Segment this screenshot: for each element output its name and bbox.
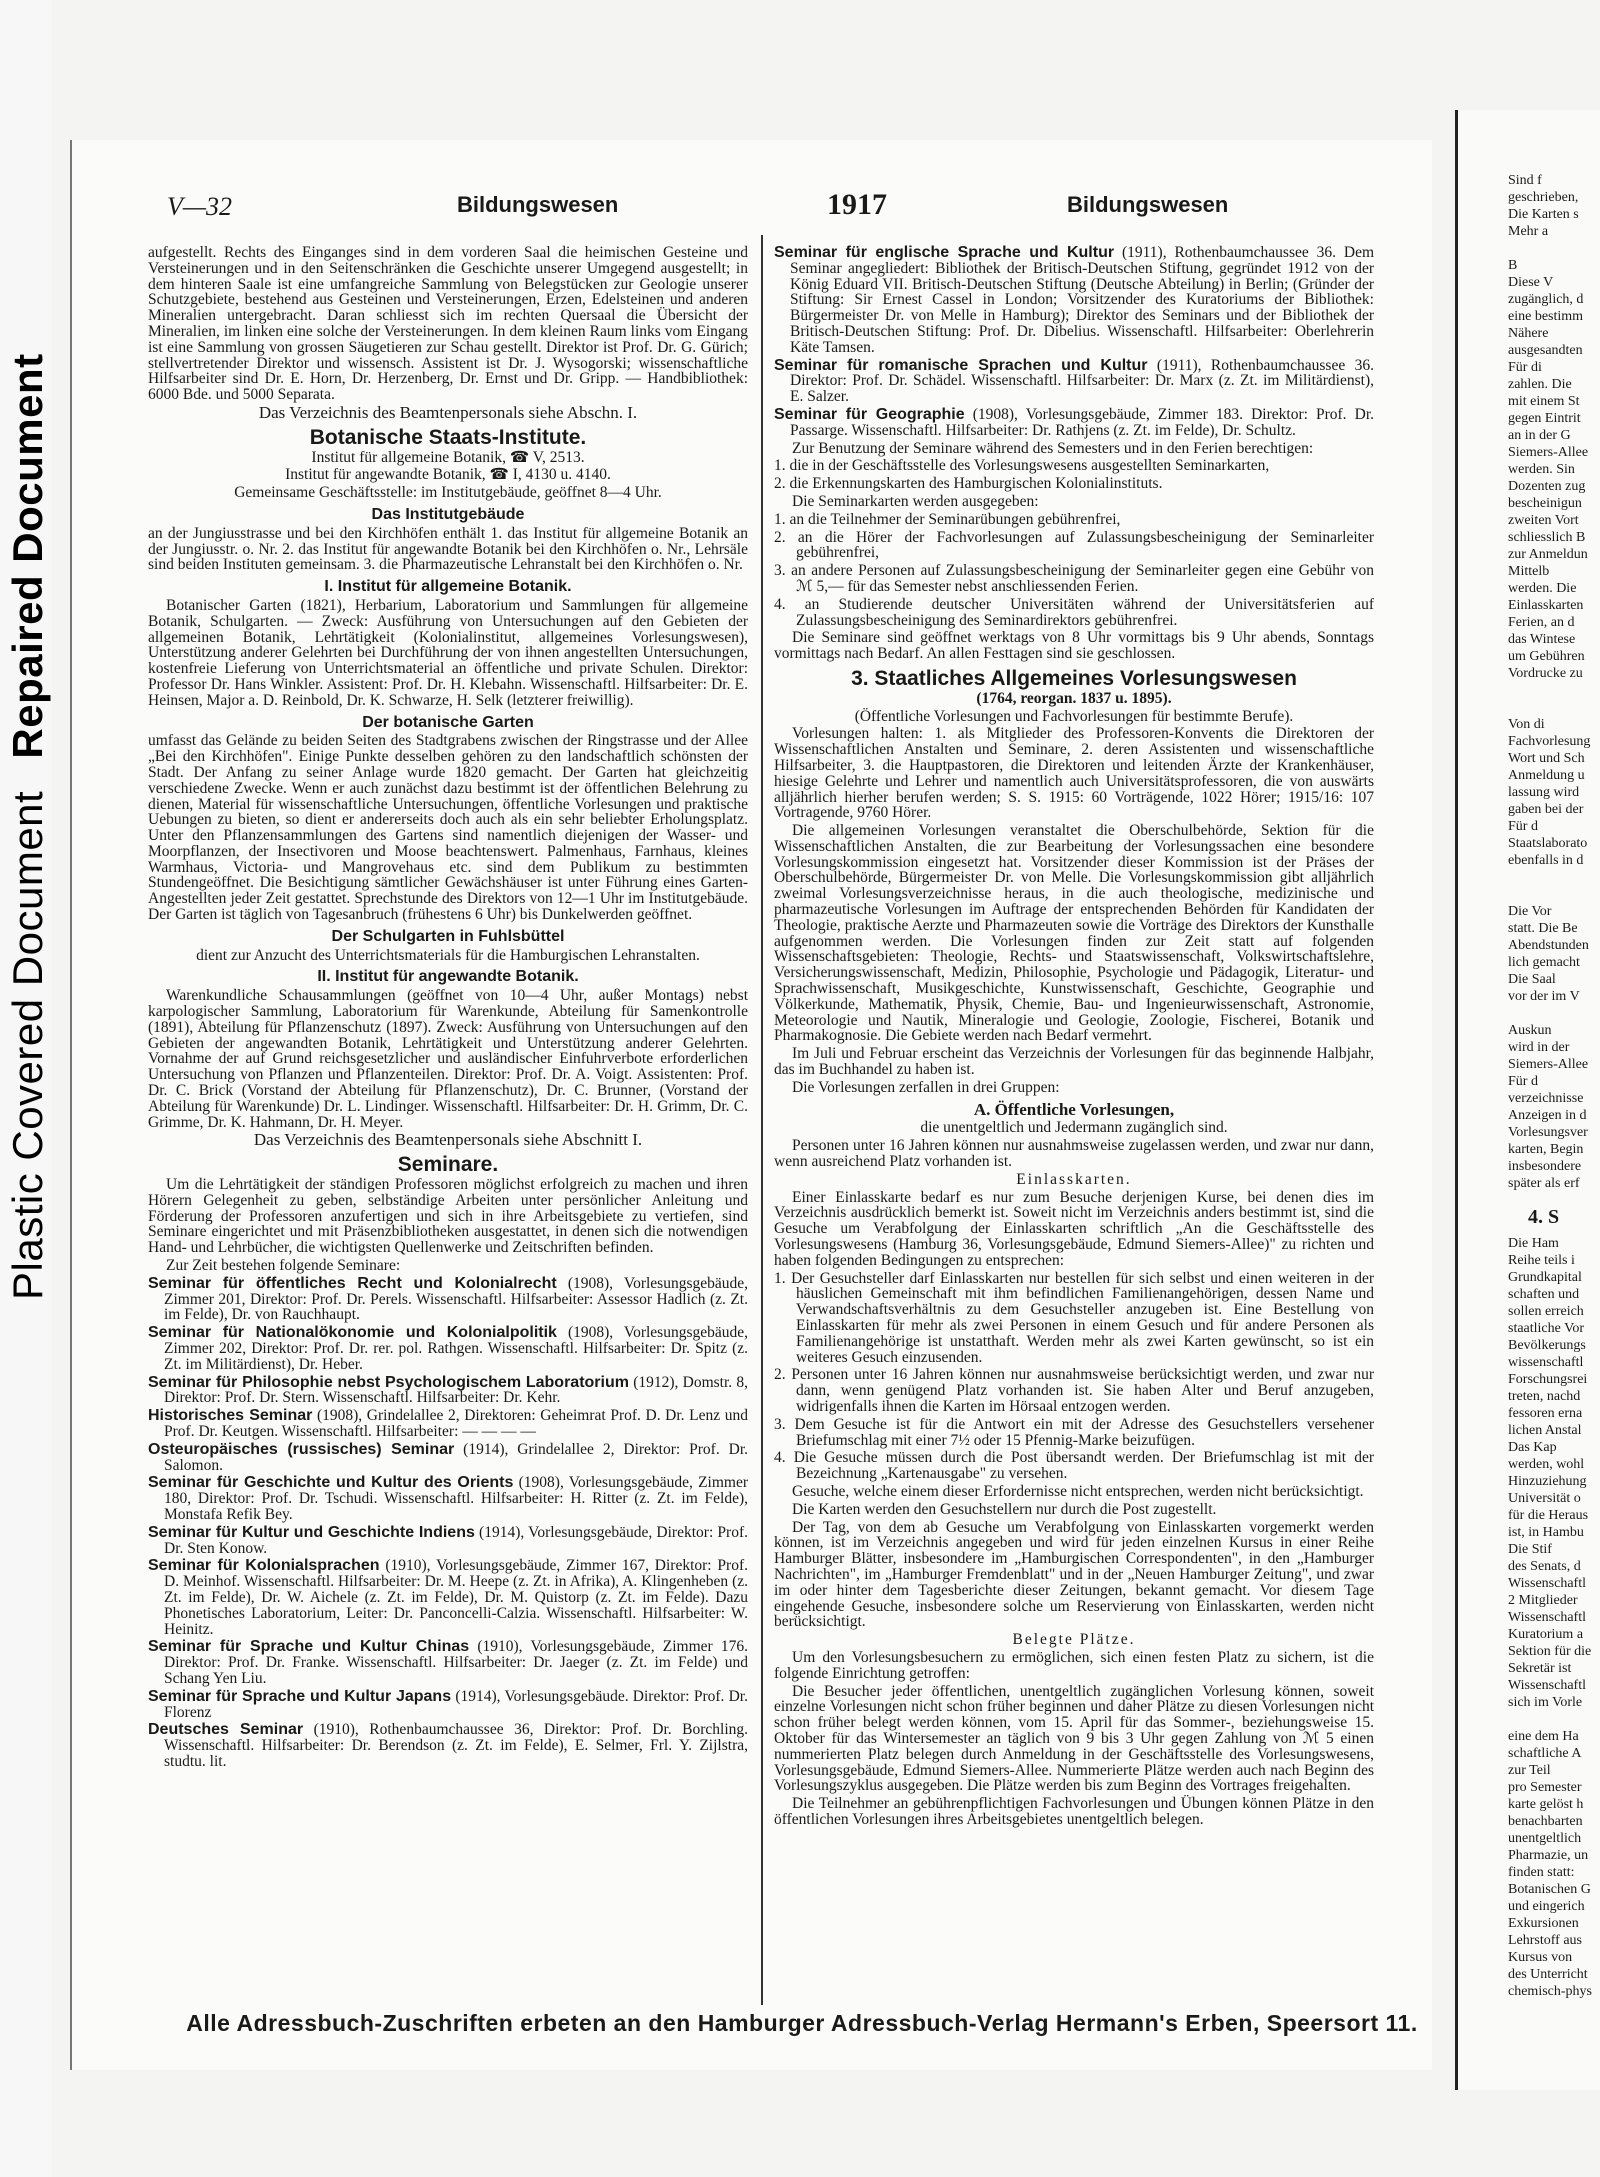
adjacent-page-line: Die Ham	[1508, 1236, 1559, 1251]
garten-text: umfasst das Gelände zu beiden Seiten des Stadtgrabens zwischen der Ringstrasse und der Allee „Bei den Kirchhöfen". Einige Punkte desselben gehören zu den landschaftlich schönsten der Stadt. Der Anfang zu seiner Anlage wurde 1820 gemacht. Der Garten hat gleichzeitig verschiedene Zwecke. Wenn er auch zunächst dazu bestimmt ist der öffentlichen Belehrung zu dienen, Material für wissenschaftliche Untersuchungen, öffentliche Vorlesungen und praktische Uebungen zu bieten, so dient er andererseits doch auch als ein sehr beliebter Erholungsplatz. Unter den Pflanzensammlungen des Gartens sind namentlich diejenigen der Wasser- und Moorpflanzen, der Insectivoren und Moose beachtenswert. Palmenhaus, Farnhaus, kleines Warmhaus, Victoria- und Mangrovehaus etc. sind dem Publikum zu bestimmten Stundengeöffnet. Die Besichtigung sämtlicher Gewächshäuser ist unter Führung eines Garten-Angestellten jeder Zeit gestattet. Sprechstunde des Direktors von 12—1 Uhr im Institutgebäude. Der Garten ist täglich von Tagesanbruch (frühestens 6 Uhr) bis Dunkelwerden geöffnet.	[148, 732, 748, 924]
adjacent-page-line: schaften und	[1508, 1287, 1580, 1302]
seminar-details: (1908), Vorlesungsgebäude, Zimmer 202, Direktor: Prof. Dr. rer. pol. Rathgen. Wissenschaftl. Hilfsarbeiter: Dr. Spitz (z. Zt. im Militärdienst), Dr. Heber.	[164, 1324, 748, 1373]
strip-label-repaired: Repaired Document	[4, 353, 51, 759]
adjacent-page-lines-bottom	[1458, 1235, 1600, 2000]
einlasskarten-text-2: Gesuche, welche einem dieser Erfordernisse nicht entsprechen, werden nicht berücksichtigt.	[792, 1482, 1364, 1500]
seminar-details: (1910), Rothenbaumchaussee 36, Direktor: Prof. Dr. Borchling. Wissenschaftl. Hilfsarbeiter: Dr. Berendson (z. Zt. im Felde), E. Selmer, Frl. Y. Zijlstra, studtu. lit.	[164, 1721, 748, 1770]
bot-line-2: Institut für angewandte Botanik, ☎ I, 4130 u. 4140.	[285, 466, 611, 484]
adjacent-page-line: zahlen. Die	[1508, 377, 1572, 392]
seminar-entry	[148, 1475, 748, 1522]
adjacent-page-line: Die Karten s	[1508, 207, 1579, 222]
adjacent-page-line: Botanischen G	[1508, 1882, 1591, 1897]
schulgarten-text: dient zur Anzucht des Unterrichtsmaterials für die Hamburgischen Lehranstalten.	[196, 946, 700, 964]
running-title-right: Bildungswesen	[1067, 192, 1229, 217]
adjacent-page-line: Die Stif	[1508, 1542, 1552, 1557]
adjacent-page-line: Forschungsrei	[1508, 1372, 1588, 1387]
adjacent-page-line: statt. Die Be	[1508, 921, 1578, 936]
heading-institutgebaeude: Das Institutgebäude	[371, 505, 525, 523]
adjacent-page-line: Nähere	[1508, 326, 1549, 341]
adjacent-page-line: Anzeigen in d	[1508, 1108, 1587, 1123]
adjacent-page-line: Kuratorium a	[1508, 1627, 1584, 1642]
adjacent-page-line: schliesslich B	[1508, 530, 1586, 545]
adjacent-page-line: werden. Die	[1508, 581, 1577, 596]
adjacent-page-line: des Senats, d	[1508, 1559, 1581, 1574]
adjacent-page-line: des Unterricht	[1508, 1967, 1588, 1982]
adjacent-page-line: Einlasskarten	[1508, 598, 1584, 613]
adjacent-page-line: gegen Eintrit	[1508, 411, 1581, 426]
adjacent-page-line: treten, nachd	[1508, 1389, 1581, 1404]
adjacent-page-line	[1508, 1711, 1600, 1728]
adjacent-page-line: ausgesandten	[1508, 343, 1583, 358]
seminar-entry	[148, 1558, 748, 1637]
adjacent-page-line: eine dem Ha	[1508, 1729, 1579, 1744]
seminar-name: Seminar für Geographie	[774, 405, 965, 423]
column-divider	[761, 235, 763, 2005]
adjacent-page-line: ebenfalls in d	[1508, 853, 1584, 868]
adjacent-page-line	[1508, 240, 1600, 257]
adjacent-page-line: sich im Vorle	[1508, 1695, 1583, 1710]
institut-allgemeine-text: Botanischer Garten (1821), Herbarium, Laboratorium und Sammlungen für allgemeine Botanik, Schulgarten. — Zweck: Ausführung von Untersuchungen auf den Gebieten der allgemeinen Botanik, Lehrtätigkeit (Kolonialinstitut, allgemeines Vorlesungswesen), Unterstützung anderer Gelehrten bei Durchführung der von ihnen angestellten Untersuchungen, kostenfreie Lieferung von Unterrichtsmaterial an öffentliche und private Schulen. Direktor: Professor Dr. Hans Winkler. Assistent: Prof. Dr. H. Klebahn. Wissenschaftl. Hilfsarbeiter: Dr. E. Heinsen, Major a. D. Reinbold, Dr. K. Schwarze, H. Selk (letzterer freiwillig).	[148, 596, 748, 709]
heading-institut-angewandte-botanik: II. Institut für angewandte Botanik.	[317, 968, 579, 986]
adjacent-page-line: mit einem St	[1508, 394, 1580, 409]
adjacent-page-line: Siemers-Allee	[1508, 1057, 1589, 1072]
seminar-name: Seminar für Philosophie nebst Psychologischem Laboratorium	[148, 1373, 629, 1391]
strip-label	[4, 333, 52, 1300]
seminar-name: Seminar für Kolonialsprachen	[148, 1557, 380, 1575]
seminar-entry	[148, 1722, 748, 1769]
list-item: 3. Dem Gesuche ist für die Antwort ein mit der Adresse des Gesuchstellers versehener Briefumschlag mit einer 7½ oder 15 Pfennig-Marke beizufügen.	[774, 1415, 1374, 1449]
adjacent-page-line: um Gebühren	[1508, 649, 1585, 664]
adjacent-page-line: Ferien, an d	[1508, 615, 1575, 630]
vorlesungen-paragraph-4: Die Vorlesungen zerfallen in drei Gruppen:	[792, 1078, 1060, 1096]
heading-oeffentliche-vorlesungen: A. Öffentliche Vorlesungen,	[973, 1099, 1175, 1119]
adjacent-page-line: Pharmazie, un	[1508, 1848, 1589, 1863]
seminar-entry	[148, 1689, 748, 1721]
adjacent-page-line: Das Kap	[1508, 1440, 1557, 1455]
heading-einlasskarten: Einlasskarten.	[1016, 1170, 1132, 1188]
seminar-entry	[148, 1375, 748, 1407]
adjacent-page-line: Wissenschaftl	[1508, 1678, 1586, 1693]
intro-paragraph: aufgestellt. Rechts des Einganges sind in dem vorderen Saal die heimischen Gesteine und Versteinerungen und in den Seitenschränken die Geschichte unserer Umgegend ausgestellt; in dem hinteren Saale ist eine umfangreiche Sammlung von Belegstücken zur Geologie unserer Schutzgebiete, bestehend aus Gesteinen und Versteinerungen, Erzen, Edelsteinen und anderen Mineralien untergebracht. Daran schliesst sich im rechten Quersaal die Übersicht der Mineralien, im linken eine solche der Versteinerungen. In dem kleinen Raum links vom Eingang ist eine Sammlung von grossen Säugetieren zur Schau gestellt. Direktor ist Prof. Dr. G. Gürich; stellvertretender Direktor und wissensch. Assistent ist Dr. J. Wysogorski; wissenschaftliche Hilfsarbeiter sind Dr. E. Horn, Dr. Herzenberg, Dr. Ernst und Dr. Gripp. — Handbibliothek: 6000 Bde. und 5000 Separata.	[148, 245, 748, 404]
belegte-plaetze-text-2: Die Besucher jeder öffentlichen, unentgeltlich zugänglichen Vorlesung können, soweit einzelne Vorlesungen nicht schon früher beginnen und daher Plätze zu diesen Vorlesungen nicht schon früher belegt werden können, vom 15. April für das Sommer-, beziehungsweise 15. Oktober für das Wintersemester an täglich von 9 bis 3 Uhr gegen Zahlung von ℳ 5 einen nummerierten Platz belegen durch Anmeldung in der Geschäftsstelle des Vorlesungswesens, Vorlesungsgebäude, Edmund Siemers-Allee. Nummerierte Plätze werden auch nach Beginn des Vorlesungszyklus ausgegeben. Die Plätze werden bis zum Beginn des Vortrages freigehalten.	[774, 1682, 1374, 1795]
adjacent-page-line: insbesondere	[1508, 1159, 1582, 1174]
adjacent-page-line: Für d	[1508, 819, 1538, 834]
adjacent-page-line	[1508, 682, 1600, 699]
seminar-entry	[148, 1408, 748, 1440]
list-item: 4. Die Gesuche müssen durch die Post übersandt werden. Der Briefumschlag ist mit der Bezeichnung „Kartenausgabe" zu versehen.	[774, 1449, 1374, 1483]
seminar-entry	[148, 1442, 748, 1474]
adjacent-page-line: Die Saal	[1508, 972, 1556, 987]
belegte-plaetze-text-3: Die Teilnehmer an gebührenpflichtigen Fachvorlesungen und Übungen können Plätze in den öffentlichen Vorlesungen ihres Arbeitsgebietes unentgeltlich belegen.	[774, 1795, 1374, 1828]
heading-belegte-plaetze: Belegte Plätze.	[1012, 1631, 1136, 1649]
adjacent-page-line: zugänglich, d	[1508, 292, 1584, 307]
adjacent-page-line: wissenschaftl	[1508, 1355, 1584, 1370]
seminar-details: (1910), Vorlesungsgebäude, Zimmer 167, Direktor: Prof. D. Meinhof. Wissenschaftl. Hilfsarbeiter: Dr. M. Heepe (z. Zt. in Afrika), A. Klingenheben (z. Zt. im Felde), Dr. W. Aichele (z. Zt. im Felde), Dr. M. Quistorp (z. Zt. im Felde). Dazu Phonetisches Laboratorium, Leiter: Dr. Panconcelli-Calzia. Wissenschaftl. Hilfsarbeiter: W. Heinitz.	[164, 1557, 748, 1638]
karten-lead: Die Seminarkarten werden ausgegeben:	[792, 492, 1039, 510]
heading-botanischer-garten: Der botanische Garten	[362, 713, 534, 731]
adjacent-page-line: Grundkapital	[1508, 1270, 1582, 1285]
list-item: 2. Personen unter 16 Jahren können nur ausnahmsweise berücksichtigt werden, und zwar nur dann, wenn genügend Platz vorhanden ist. Sie haben Alter und Beruf anzugeben, widrigenfalls ihnen die Karten im Hörsaal entzogen werden.	[774, 1366, 1374, 1415]
adjacent-page-line: das Wintese	[1508, 632, 1576, 647]
vorlesungen-paragraph-1: Vorlesungen halten: 1. als Mitglieder des Professoren-Konvents die Direktoren der Wissenschaftlichen Anstalten und Seminare, 2. deren Assistenten und wissenschaftliche Hilfsarbeiter, 3. die Hauptpastoren, die Direktoren und leitenden Ärzte der Krankenhäuser, hiesige Gelehrte und Lehrer und namentlich auch Universitätsprofessoren, die von auswärts alljährlich hierher berufen werden; S. S. 1915: 60 Vorträgende, 1022 Hörer; 1915/16: 107 Vortragende, 9760 Hörer.	[774, 725, 1374, 822]
section-botanische-institute: Botanische Staats-Institute.	[309, 425, 587, 449]
adjacent-page-line: werden, wohl	[1508, 1457, 1585, 1472]
seminar-details: (1908), Vorlesungsgebäude, Zimmer 201, Direktor: Prof. Dr. Perels. Wissenschaftl. Hilfsarbeiter: Assessor Hadlich (z. Zt. im Felde), Dr. von Rauchhaupt.	[164, 1274, 748, 1324]
seminar-details: (1908), Vorlesungsgebäude, Zimmer 183. Direktor: Prof. Dr. Passarge. Wissenschaftl. Hilfsarbeiter: Dr. Rathjens (z. Zt. im Felde), Dr. Schultz.	[790, 405, 1374, 439]
seminar-entry	[148, 1325, 748, 1372]
adjacent-page-line: chemisch-phys	[1508, 1984, 1592, 1999]
vorlesungswesen-years: (1764, reorgan. 1837 u. 1895).	[976, 689, 1172, 707]
adjacent-page-line: Sekretär ist	[1508, 1661, 1572, 1676]
adjacent-page-line: zur Anmeldun	[1508, 547, 1588, 562]
einlasskarten-text-3: Die Karten werden den Gesuchstellern nur durch die Post zugestellt.	[792, 1500, 1217, 1518]
adjacent-page-line: ist, in Hambu	[1508, 1525, 1584, 1540]
seminar-entry	[148, 1525, 748, 1557]
adjacent-page-line: Mittelb	[1508, 564, 1550, 579]
seminar-details: (1911), Rothenbaumchaussee 36. Dem Seminar angegliedert: Bibliothek der Britisch-Deutschen Stiftung, gegründet 1912 von der König Eduard VII. Britisch-Deutschen Stiftung (Deutsche Abteilung) in Berlin; (Gründer der Stiftung: Sir Ernest Cassel in London; Vorsitzender des Kuratoriums der Bibliothek: Bürgermeister Dr. von Melle in Hamburg); Direktor des Seminars und der Bibliothek der Britisch-Deutschen Stiftung: Prof. Dr. Dibelius. Wissenschaftl. Hilfsarbeiter: Oberlehrerin Käte Tamsen.	[790, 245, 1374, 356]
adjacent-page-line: Siemers-Allee	[1508, 445, 1589, 460]
page-header	[167, 188, 1382, 228]
adjacent-page-line: Hinzuziehung	[1508, 1474, 1587, 1489]
adjacent-page-line: Sind f	[1508, 173, 1542, 188]
binding-strip	[0, 0, 52, 2177]
seminar-entry	[774, 407, 1374, 439]
adjacent-page-line: verzeichnisse	[1508, 1091, 1584, 1106]
seminare-intro: Um die Lehrtätigkeit der ständigen Professoren möglichst erfolgreich zu machen und ihren Hörern Gelegenheit zu geben, selbständige Arbeiten unter persönlicher Anleitung und Förderung der Professoren anzufertigen und sich in ihre Arbeitsgebiete zu vertiefen, sind Seminare eingerichtet und mit Präsenzbibliotheken ausgestattet, in denen sich die notwendigen Hand- und Lehrbücher, die wichtigsten Quellenwerke und Zeitschriften befinden.	[148, 1176, 748, 1257]
adjacent-page-line: sollen erreich	[1508, 1304, 1584, 1319]
adjacent-page-line: Mehr a	[1508, 224, 1549, 239]
adjacent-page-line: Für di	[1508, 360, 1542, 375]
vorlesungswesen-subtitle: (Öffentliche Vorlesungen und Fachvorlesungen für bestimmte Berufe).	[854, 707, 1294, 725]
section-vorlesungswesen: 3. Staatliches Allgemeines Vorlesungswesen	[851, 666, 1297, 690]
adjacent-page-line	[1508, 869, 1600, 886]
adjacent-page-line: später als erf	[1508, 1176, 1580, 1191]
adjacent-page-fragment	[1455, 110, 1600, 2090]
seminar-name: Seminar für romanische Sprachen und Kultur	[774, 356, 1148, 374]
adjacent-page-line: B	[1508, 258, 1518, 273]
institutgebaeude-text: an der Jungiusstrasse und bei den Kirchhöfen enthält 1. das Institut für allgemeine Botanik an der Jungiusstr. o. Nr. 2. das Institut für angewandte Botanik bei den Kirchhöfen o. Nr., Lehrsäle sind beiden Instituten gemeinsam. 3. die Pharmazeutische Lehranstalt bei den Kirchhöfen o. Nr.	[148, 524, 748, 574]
seminar-name: Seminar für Geschichte und Kultur des Orients	[148, 1474, 514, 1492]
adjacent-page-line: Auskun	[1508, 1023, 1552, 1038]
vorlesungen-paragraph-2: Die allgemeinen Vorlesungen veranstaltet die Oberschulbehörde, Sektion für die Wissenschaftlichen Anstalten, die zur Bearbeitung der Vorlesungssachen eine besondere Vorlesungskommission eingesetzt hat. Vorsitzender dieser Kommission ist der Präses der Oberschulbehörde, Bürgermeister Dr. von Melle. Die Vorlesungskommission gibt alljährlich zweimal Vorlesungsverzeichnisse heraus, in die auch theologische, medizinische und pharmazeutische Vorlesungen im Auftrage der entsprechenden Behörden für Kandidaten der Theologie, praktische Aerzte und Pharmazeuten sowie die Vorträge des Direktors der Kunsthalle aufgenommen werden. Die Vorlesungen finden zur Zeit statt auf folgenden Wissenschaftsgebieten: Theologie, Rechts- und Staatswissenschaft, Volkswirtschaftslehre, Versicherungswissenschaft, Medizin, Philosophie, Psychologie und Pädagogik, Literatur- und Sprachwissenschaft, Musikgeschichte, Kunstwissenschaft, Geschichte, Geographie und Völkerkunde, Mathematik, Physik, Chemie, Bau- und Ingenieurwissenschaft, Astronomie, Meteorologie und Nautik, Mineralogie und Geologie, Zoologie, Fischerei, Botanik und Pharmakognosie. Die Gebiete werden nach Bedarf vermehrt.	[774, 822, 1374, 1045]
belegte-plaetze-text-1: Um den Vorlesungsbesuchern zu ermöglichen, sich einen festen Platz zu sichern, ist die folgende Einrichtung getroffen:	[774, 1648, 1374, 1682]
adjacent-page-line: karte gelöst h	[1508, 1797, 1584, 1812]
seminar-entry	[774, 245, 1374, 356]
adjacent-page-line: Dozenten zug	[1508, 479, 1586, 494]
einlasskarten-text-1: Einer Einlasskarte bedarf es nur zum Besuche derjenigen Kurse, bei denen dies im Verzeichnis ausdrücklich bemerkt ist. Soweit nicht im Verzeichnis anders bestimmt ist, sind die Gesuche um Verabfolgung der Einlasskarten schriftlich „An die Geschäftsstelle des Vorlesungswesens (Hamburg 36, Vorlesungsgebäude, Edmund Siemers-Allee)" zu richten und haben folgenden Bedingungen zu entsprechen:	[774, 1188, 1374, 1269]
seminar-name: Deutsches Seminar	[148, 1721, 304, 1739]
adjacent-page-line: Kursus von	[1508, 1950, 1573, 1965]
list-item: 3. an andere Personen auf Zulassungsbescheinigung der Seminarleiter gegen eine Gebühr von ℳ 5,— für das Semester nebst anschliessenden Ferien.	[774, 562, 1374, 595]
adjacent-page-line: Wissenschaftl	[1508, 1576, 1586, 1591]
adjacent-page-line: Fachvorlesung	[1508, 734, 1591, 749]
adjacent-page-line: lassung wird	[1508, 785, 1580, 800]
adjacent-page-line: gaben bei der	[1508, 802, 1584, 817]
seminar-name: Seminar für englische Sprache und Kultur	[774, 245, 1115, 261]
adjacent-page-line	[1508, 1005, 1600, 1022]
seminar-entry	[148, 1639, 748, 1686]
seminare-lead: Zur Zeit bestehen folgende Seminare:	[166, 1257, 401, 1275]
adjacent-page-line: benachbarten	[1508, 1814, 1583, 1829]
seminar-name: Seminar für Sprache und Kultur Chinas	[148, 1638, 470, 1656]
adjacent-page-line: Für d	[1508, 1074, 1538, 1089]
bot-line-3: Gemeinsame Geschäftsstelle: im Institutgebäude, geöffnet 8—4 Uhr.	[234, 484, 662, 502]
adjacent-page-line	[1508, 699, 1600, 716]
heading-institut-allgemeine-botanik: I. Institut für allgemeine Botanik.	[324, 578, 572, 596]
adjacent-page-line: 2 Mitglieder	[1508, 1593, 1578, 1608]
adjacent-page-line: karten, Begin	[1508, 1142, 1584, 1157]
adjacent-page-line: schaftliche A	[1508, 1746, 1582, 1761]
right-column	[774, 245, 1374, 1995]
seminar-details: (1914), Vorlesungsgebäude, Direktor: Prof. Dr. Sten Konow.	[164, 1523, 748, 1557]
seminar-details: (1910), Vorlesungsgebäude, Zimmer 176. Direktor: Prof. Dr. Franke. Wissenschaftl. Hilfsarbeiter: Dr. Jaeger (z. Zt. im Felde) und Schang Yen Liu.	[164, 1638, 748, 1687]
document-page	[70, 140, 1432, 2070]
adjacent-page-line: Staatslaborato	[1508, 836, 1588, 851]
seminar-name: Seminar für Kultur und Geschichte Indiens	[148, 1523, 475, 1541]
adjacent-page-line: zweiten Vort	[1508, 513, 1579, 528]
note-personnel-1: Das Verzeichnis des Beamtenpersonals siehe Abschn. I.	[258, 402, 638, 422]
adjacent-page-line: Abendstunden	[1508, 938, 1589, 953]
adjacent-page-line: Bevölkerungs	[1508, 1338, 1586, 1353]
seminar-details: (1908), Vorlesungsgebäude, Zimmer 180, Direktor: Prof. Dr. Tschudi. Wissenschaftl. Hilfsarbeiter: H. Ritter (z. Zt. im Felde), Monstafa Refik Bey.	[164, 1474, 748, 1523]
adjacent-page-line: Von di	[1508, 717, 1545, 732]
oeffentliche-text-1: die unentgeltlich und Jedermann zugänglich sind.	[920, 1119, 1228, 1137]
adjacent-page-line: wird in der	[1508, 1040, 1570, 1055]
seminar-details: (1914), Vorlesungsgebäude. Direktor: Prof. Dr. Florenz	[164, 1687, 748, 1721]
seminar-details: (1911), Rothenbaumchaussee 36. Direktor: Prof. Dr. Schädel. Wissenschaftl. Hilfsarbeiter: Dr. Marx (z. Zt. im Militärdienst), E. Salzer.	[790, 356, 1374, 406]
adjacent-page-line: Reihe teils i	[1508, 1253, 1575, 1268]
seminar-name: Seminar für Sprache und Kultur Japans	[148, 1687, 452, 1705]
adjacent-page-line: vor der im V	[1508, 989, 1580, 1004]
note-personnel-2: Das Verzeichnis des Beamtenpersonals siehe Abschnitt I.	[253, 1130, 643, 1150]
list-item: 1. an die Teilnehmer der Seminarübungen gebührenfrei,	[774, 510, 1121, 528]
adjacent-page-line: an in der G	[1508, 428, 1571, 443]
adjacent-page-line: geschrieben,	[1508, 190, 1579, 205]
adjacent-page-line: lich gemacht	[1508, 955, 1580, 970]
seminar-details: (1912), Domstr. 8, Direktor: Prof. Dr. Stern. Wissenschaftl. Hilfsarbeiter: Dr. Kehr.	[164, 1373, 748, 1407]
left-column	[148, 245, 748, 1995]
section-seminare: Seminare.	[397, 1153, 499, 1177]
seminar-details: (1914), Grindelallee 2, Direktor: Prof. Dr. Salomon.	[164, 1440, 748, 1474]
oeffentliche-text-2: Personen unter 16 Jahren können nur ausnahmsweise zugelassen werden, und zwar nur dann, wenn ausreichend Platz vorhanden ist.	[774, 1137, 1374, 1171]
vorlesungen-paragraph-3: Im Juli und Februar erscheint das Verzeichnis der Vorlesungen für das beginnende Halbjahr, das im Buchhandel zu haben ist.	[774, 1045, 1374, 1079]
adjacent-page-line: Lehrstoff aus	[1508, 1933, 1582, 1948]
adjacent-page-line: Wort und Sch	[1508, 751, 1585, 766]
adjacent-page-line: Vorlesungsver	[1508, 1125, 1588, 1140]
seminar-name: Osteuropäisches (russisches) Seminar	[148, 1440, 455, 1458]
adjacent-page-line: Universität o	[1508, 1491, 1581, 1506]
institut-angewandte-text: Warenkundliche Schausammlungen (geöffnet von 10—4 Uhr, außer Montags) nebst karpologischer Sammlung, Laboratorium für Warenkunde, Abteilung für Samenkontrolle (1891), Abteilung für Pflanzenschutz (1897). Zweck: Ausführung von Untersuchungen auf den Gebieten der angewandten Botanik, Lehrtätigkeit und Unterstützung anderer Gelehrten. Vornahme der auf Grund reichsgesetzlicher und ausländischer Einfuhrverbote erforderlichen Untersuchung von Pflanzen und Pflanzenteilen. Direktor: Prof. Dr. A. Voigt. Assistenten: Prof. Dr. C. Brick (Vorstand der Abteilung für Pflanzenschutz), Dr. C. Brunner, (Vorstand der Abteilung für Warenkunde) Dr. L. Lindinger. Wissenschaftl. Hilfsarbeiter: Dr. H. Grimm, Dr. C. Grimme, Dr. K. Hahmann, Dr. H. Meyer.	[148, 987, 748, 1131]
adjacent-page-line: pro Semester	[1508, 1780, 1582, 1795]
seminar-entry	[148, 1276, 748, 1323]
adjacent-page-line: Die Vor	[1508, 904, 1552, 919]
page-number: V—32	[167, 192, 232, 221]
oeffnungszeiten: Die Seminare sind geöffnet werktags von 8 Uhr vormittags bis 9 Uhr abends, Sonntags vormittags nach Bedarf. An allen Festtagen sind sie geschlossen.	[774, 629, 1374, 663]
seminar-name: Seminar für öffentliches Recht und Kolonialrecht	[148, 1274, 557, 1292]
adjacent-page-line: Diese V	[1508, 275, 1554, 290]
adjacent-page-line: Exkursionen	[1508, 1916, 1579, 1931]
adjacent-page-line: bescheinigun	[1508, 496, 1582, 511]
adjacent-page-heading: 4. S	[1528, 1206, 1560, 1228]
adjacent-page-line: Sektion für die	[1508, 1644, 1592, 1659]
heading-schulgarten: Der Schulgarten in Fuhlsbüttel	[331, 927, 565, 945]
adjacent-page-line: und eingerich	[1508, 1899, 1585, 1914]
einlasskarten-text-4: Der Tag, von dem ab Gesuche um Verabfolgung von Einlasskarten vorgemerkt werden können, ist im Verzeichnis angegeben und wird für jeden einzelnen Kursus in einer Reihe Hamburger Blätter, insbesondere im „Hamburgischen Correspondenten", in den „Hamburger Nachrichten", im „Hamburger Fremdenblatt" und in der „Neuen Hamburger Zeitung", und zwar im oder hinter dem Tagesberichte dieser Zeitungen, bekannt gemacht. Vor diesem Tage eingehende Gesuche, insbesondere solche um Reservierung von Einlasskarten, werden nicht berücksichtigt.	[774, 1518, 1374, 1631]
adjacent-page-line: unentgeltlich	[1508, 1831, 1582, 1846]
adjacent-page-lines-top	[1458, 172, 1600, 1192]
adjacent-page-line: staatliche Vor	[1508, 1321, 1585, 1336]
adjacent-page-line: Vordrucke zu	[1508, 666, 1583, 681]
adjacent-page-line	[1508, 886, 1600, 903]
list-item: 4. an Studierende deutscher Universitäten während der Universitätsferien auf Zulassungsbescheinigung des Seminardirektors gebührenfrei.	[774, 595, 1374, 629]
year-label: 1917	[827, 188, 887, 221]
seminar-entry	[774, 358, 1374, 405]
strip-label-covered: Plastic Covered Document	[4, 790, 51, 1300]
list-item: 2. die Erkennungskarten des Hamburgischen Kolonialinstituts.	[774, 475, 1163, 493]
seminar-details: (1908), Grindelallee 2, Direktoren: Geheimrat Prof. D. Dr. Lenz und Prof. Dr. Keutgen. Wissenschaftl. Hilfsarbeiter: — — — —	[164, 1407, 748, 1440]
adjacent-page-line: werden. Sin	[1508, 462, 1575, 477]
publisher-footer: Alle Adressbuch-Zuschriften erbeten an den Hamburger Adressbuch-Verlag Hermann's Erben, Speersort 11.	[186, 2010, 1418, 2036]
adjacent-page-line: Wissenschaftl	[1508, 1610, 1586, 1625]
benutzung-text: Zur Benutzung der Seminare während des Semesters und in den Ferien berechtigen:	[792, 439, 1314, 457]
adjacent-page-line: fessoren erna	[1508, 1406, 1583, 1421]
seminar-name: Seminar für Nationalökonomie und Kolonialpolitik	[148, 1324, 557, 1342]
bot-line-1: Institut für allgemeine Botanik, ☎ V, 2513.	[311, 448, 585, 466]
seminar-name: Historisches Seminar	[148, 1407, 313, 1425]
list-item: 1. Der Gesuchsteller darf Einlasskarten nur bestellen für sich selbst und einen weiteren in der häuslichen Gemeinschaft mit ihm befindlichen Familienangehörigen, dessen Name und Verwandschaftsverhältnis zu dem Gesuchsteller anzugeben ist. Eine Bestellung von Einlasskarten für mehr als zwei Personen in einem Gesuch und für andere Personen als Familienangehörige ist unstatthaft. Werden mehr als zwei Karten gewünscht, so ist ein weiteres Gesuch einzusenden.	[774, 1269, 1374, 1366]
running-title-left: Bildungswesen	[457, 192, 619, 217]
list-item: 1. die in der Geschäftsstelle des Vorlesungswesens ausgestellten Seminarkarten,	[774, 457, 1270, 475]
adjacent-page-line: lichen Anstal	[1508, 1423, 1582, 1438]
adjacent-page-line: Anmeldung u	[1508, 768, 1585, 783]
adjacent-page-line: finden statt:	[1508, 1865, 1575, 1880]
adjacent-page-line: eine bestimm	[1508, 309, 1584, 324]
list-item: 2. an die Hörer der Fachvorlesungen auf Zulassungsbescheinigung der Seminarleiter gebührenfrei,	[774, 528, 1374, 562]
adjacent-page-line: zur Teil	[1508, 1763, 1551, 1778]
adjacent-page-line: für die Heraus	[1508, 1508, 1589, 1523]
